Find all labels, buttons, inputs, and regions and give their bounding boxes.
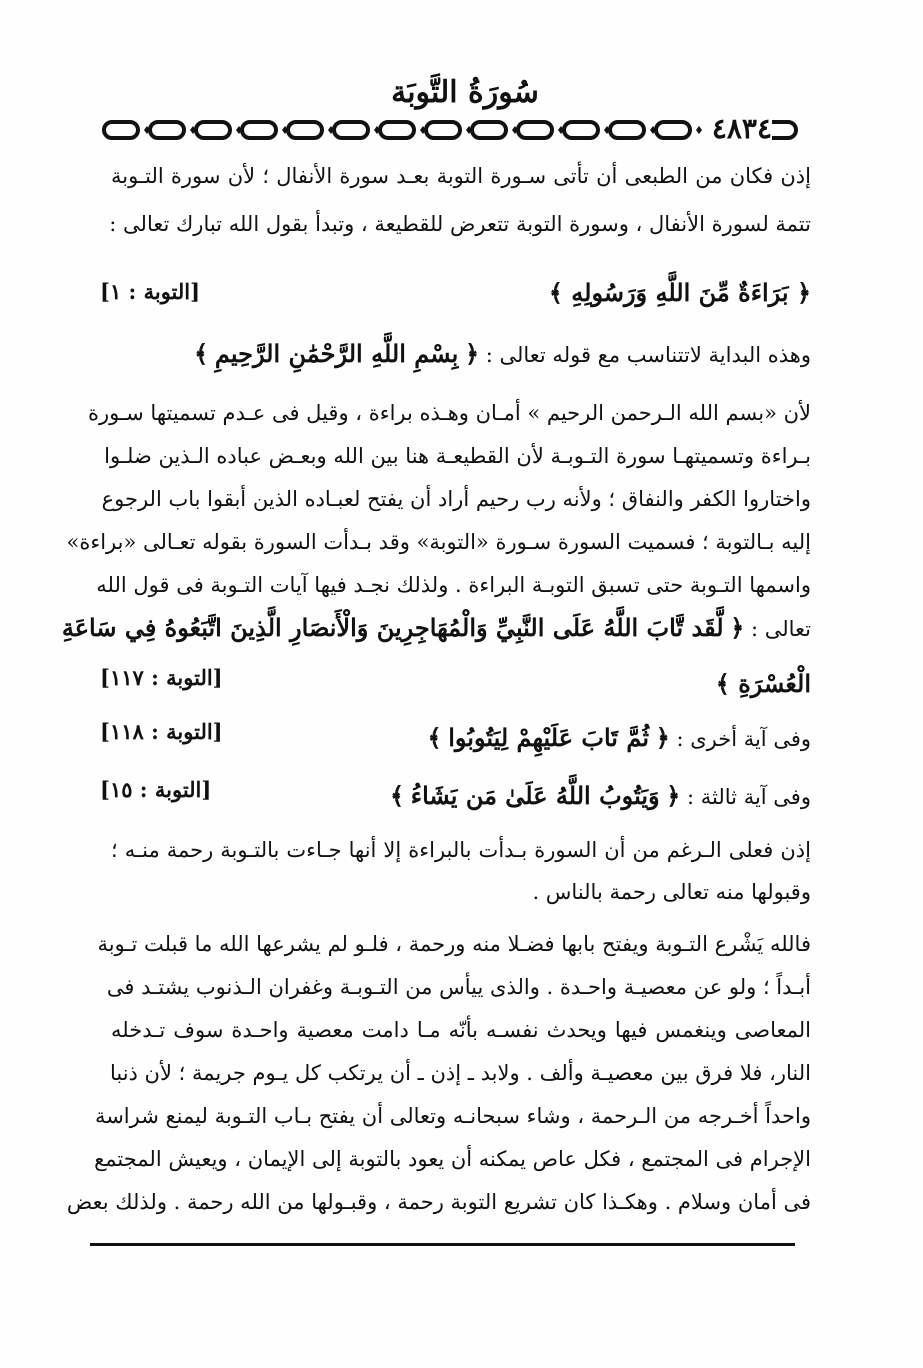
- basmala-line: [111, 338, 811, 370]
- para-3-line-3: المعاصى وينغمس فيها ويحدث نفسـه بأنّه مـا دامت معصية واحـدة سوف تـدخله: [111, 1018, 811, 1042]
- verse-1-text: بَرَاءَةٌ مِّنَ اللَّهِ وَرَسُولِهِ: [571, 278, 789, 307]
- verse-3: [391, 722, 811, 754]
- verse-2-reference: [التوبة : ١١٧]: [100, 665, 223, 690]
- verse-2-lead: تعالى :: [750, 617, 811, 641]
- para-3-line-1: فالله يَشْرع التـوبة ويفتح بابها فضـلا منه ورحمة ، فلـو لم يشرعها الله ما قبلت تـوبة: [97, 932, 811, 956]
- para-3-line-2: أبـداً ؛ ولو عن معصيـة واحـدة . والذى ييأس من التـوبـة وغفران الـذنوب يشتـد فى: [106, 975, 811, 999]
- verse-4-text: وَيَتُوبُ اللَّهُ عَلَىٰ مَن يَشَاءُ: [410, 781, 660, 810]
- para-3-line-5: واحداً أخـرجه من الـرحمة ، وشاء سبحانـه وتعالى أن يفتح بـاب التـوبة ليمنع شراسة: [94, 1104, 811, 1128]
- verse-1: [471, 277, 811, 309]
- verse-2-line-2: [691, 668, 811, 700]
- verse-4: [371, 780, 811, 812]
- verse-open-bracket: ﴿: [730, 613, 745, 642]
- para-1-line-5: واسمها التـوبة حتى تسبق التوبـة البراءة . ولذلك نجـد فيها آيات التـوبة فى قول الله: [96, 573, 811, 597]
- verse-open-bracket: ﴿: [655, 723, 670, 752]
- verse-close-bracket: ﴾: [194, 339, 209, 368]
- verse-open-bracket: ﴿: [796, 278, 811, 307]
- verse-open-bracket: ﴿: [666, 781, 681, 810]
- intro-line-2: تتمة لسورة الأنفال ، وسورة التوبة تتعرض للقطيعة ، وتبدأ بقول الله تبارك تعالى :: [109, 212, 811, 236]
- verse-3-lead: وفى آية أخرى :: [676, 727, 811, 751]
- verse-3-text: ثُمَّ تَابَ عَلَيْهِمْ لِيَتُوبُوا: [448, 723, 649, 752]
- verse-close-bracket: ﴾: [715, 669, 730, 698]
- verse-close-bracket: ﴾: [427, 723, 442, 752]
- surah-title: سُورَةُ التَّوبَة: [391, 75, 539, 110]
- verse-open-bracket: ﴿: [464, 339, 480, 368]
- para-3-line-7: فى أمان وسلام . وهكـذا كان تشريع التوبة رحمة ، وقبـولها من الله رحمة . ولذلك بعض: [66, 1190, 811, 1214]
- intro-line-1: إذن فكان من الطبعى أن تأتى سـورة التوبة بعـد سورة الأنفال ؛ لأن سورة التـوبة: [111, 164, 811, 188]
- para-3-line-4: النار، فلا فرق بين معصيـة وألف . ولابد ـ إذن ـ أن يرتكب كل يـوم جريمة ؛ لأن ذنبا: [109, 1061, 811, 1085]
- para-3-line-6: الإجرام فى المجتمع ، فكل عاص يمكنه أن يعود بالتوبة إلى الإيمان ، ويعيش المجتمع: [94, 1147, 811, 1171]
- verse-close-bracket: ﴾: [548, 278, 563, 307]
- verse-close-bracket: ﴾: [390, 781, 405, 810]
- para-2-line-2: وقبولها منه تعالى رحمة بالناس .: [532, 880, 811, 904]
- verse-4-lead: وفى آية ثالثة :: [687, 785, 811, 809]
- verse-1-reference: [التوبة : ١]: [100, 279, 201, 304]
- page-number: ٤٨٣٤: [711, 112, 772, 145]
- verse-3-reference: [التوبة : ١١٨]: [100, 719, 223, 744]
- footer-rule: [90, 1243, 795, 1246]
- para-1-line-4: إليه بـالتوبة ؛ فسميت السورة سـورة «التوبة» وقد بـدأت السورة بقوله تعـالى «براءة»: [66, 530, 811, 554]
- basmala-text: بِسْمِ اللَّهِ الرَّحْمَٰنِ الرَّحِيمِ: [214, 339, 459, 368]
- para-2-line-1: إذن فعلى الـرغم من أن السورة بـدأت بالبراءة إلا أنها جـاءت بالتـوبة رحمة منـه ؛: [111, 838, 811, 862]
- verse-2-text-line-2: الْعُسْرَةِ: [738, 669, 811, 698]
- para-1-line-3: واختاروا الكفر والنفاق ؛ ولأنه رب رحيم أراد أن يفتح لعبـاده الذين أبقوا باب الرجوع: [101, 487, 811, 511]
- para-1-line-1: لأن «بسم الله الـرحمن الرحيم » أمـان وهـذه براءة ، وقيل فى عـدم تسميتها سـورة: [88, 401, 811, 425]
- verse-2-line-1: [61, 612, 811, 644]
- para-1-line-2: بـراءة وتسميتهـا سورة التـوبـة لأن القطيعـة هنا بين الله وبعـض عباده الـذين ضلـوا: [104, 444, 811, 468]
- verse-2-text-line-1: لَّقَد تَّابَ اللَّهُ عَلَى النَّبِيِّ وَالْمُهَاجِرِينَ وَالْأَنصَارِ الَّذِينَ اتَّبَعُوهُ فِي سَاعَةِ: [61, 613, 724, 642]
- header-ornament-border: [100, 116, 800, 144]
- basmala-lead: وهذه البداية لاتتناسب مع قوله تعالى :: [485, 343, 811, 367]
- verse-4-reference: [التوبة : ١٥]: [100, 777, 212, 802]
